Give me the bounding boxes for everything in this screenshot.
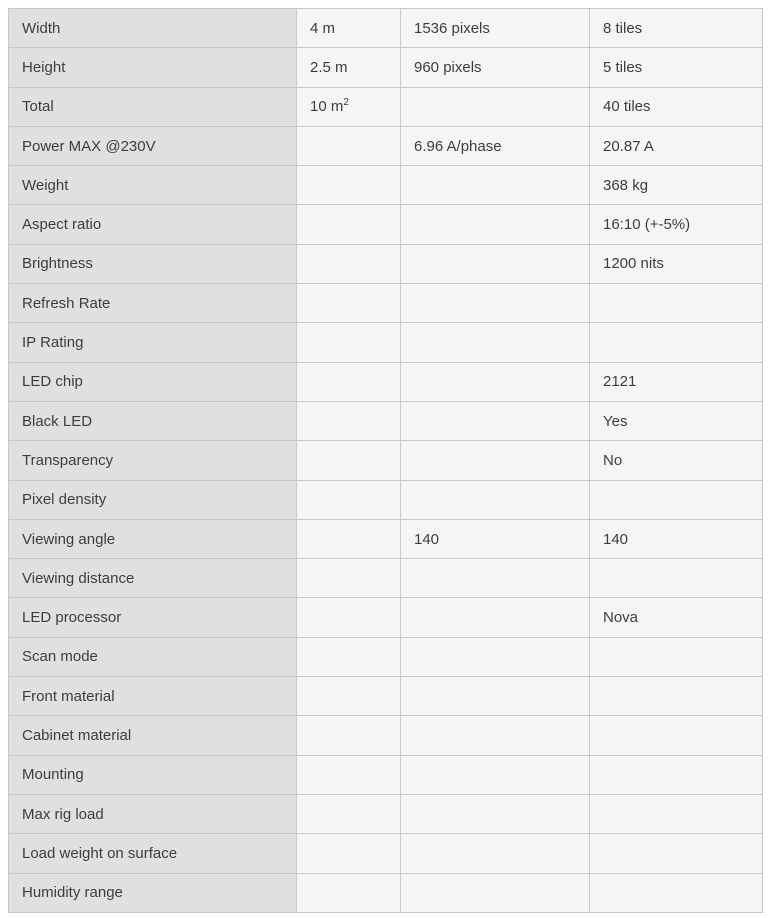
spec-label: Aspect ratio <box>9 205 297 244</box>
spec-value <box>401 480 590 519</box>
spec-value: 140 <box>401 519 590 558</box>
spec-label: Load weight on surface <box>9 834 297 873</box>
spec-value <box>590 716 763 755</box>
spec-value <box>401 401 590 440</box>
spec-value <box>401 873 590 912</box>
spec-value: Nova <box>590 598 763 637</box>
spec-value <box>590 480 763 519</box>
table-row <box>9 126 763 165</box>
spec-label: Width <box>9 9 297 48</box>
spec-value <box>297 323 401 362</box>
spec-value <box>297 362 401 401</box>
spec-value <box>297 677 401 716</box>
spec-value <box>590 284 763 323</box>
spec-value <box>590 755 763 794</box>
spec-value <box>297 873 401 912</box>
spec-value: 6.96 A/phase <box>401 126 590 165</box>
spec-value <box>297 284 401 323</box>
spec-value <box>401 441 590 480</box>
spec-value <box>401 362 590 401</box>
table-row <box>9 401 763 440</box>
table-row <box>9 559 763 598</box>
table-row <box>9 755 763 794</box>
superscript: 2 <box>343 97 349 109</box>
table-row <box>9 244 763 283</box>
spec-value: 1200 nits <box>590 244 763 283</box>
spec-value: Yes <box>590 401 763 440</box>
spec-label: Total <box>9 87 297 126</box>
spec-value <box>297 834 401 873</box>
table-row <box>9 480 763 519</box>
table-row <box>9 637 763 676</box>
spec-value <box>297 519 401 558</box>
spec-value <box>401 284 590 323</box>
spec-label: Front material <box>9 677 297 716</box>
table-row <box>9 205 763 244</box>
table-row <box>9 362 763 401</box>
spec-value <box>401 755 590 794</box>
spec-value <box>401 205 590 244</box>
table-row <box>9 873 763 912</box>
spec-value <box>590 559 763 598</box>
spec-value <box>590 637 763 676</box>
spec-value <box>297 598 401 637</box>
spec-label: Height <box>9 48 297 87</box>
spec-label: Max rig load <box>9 794 297 833</box>
spec-label: Black LED <box>9 401 297 440</box>
spec-value <box>401 323 590 362</box>
spec-label: Viewing distance <box>9 559 297 598</box>
spec-label: Power MAX @230V <box>9 126 297 165</box>
spec-value <box>297 401 401 440</box>
spec-value <box>401 794 590 833</box>
table-row <box>9 834 763 873</box>
spec-value <box>401 244 590 283</box>
spec-value <box>297 166 401 205</box>
spec-value: 1536 pixels <box>401 9 590 48</box>
spec-value <box>297 480 401 519</box>
spec-value <box>590 323 763 362</box>
spec-value <box>590 834 763 873</box>
table-row <box>9 677 763 716</box>
spec-value <box>297 755 401 794</box>
spec-value <box>401 637 590 676</box>
table-row <box>9 166 763 205</box>
spec-table <box>8 8 763 913</box>
spec-value: 40 tiles <box>590 87 763 126</box>
spec-value <box>590 677 763 716</box>
spec-value <box>297 244 401 283</box>
spec-label: Weight <box>9 166 297 205</box>
spec-value <box>401 598 590 637</box>
spec-label: Brightness <box>9 244 297 283</box>
spec-value <box>297 205 401 244</box>
table-row <box>9 87 763 126</box>
spec-value <box>297 126 401 165</box>
spec-label: Viewing angle <box>9 519 297 558</box>
spec-value: No <box>590 441 763 480</box>
table-row <box>9 48 763 87</box>
table-row <box>9 794 763 833</box>
spec-value: 4 m <box>297 9 401 48</box>
spec-value <box>401 559 590 598</box>
spec-value: 140 <box>590 519 763 558</box>
table-row <box>9 9 763 48</box>
spec-value: 960 pixels <box>401 48 590 87</box>
spec-value: 5 tiles <box>590 48 763 87</box>
spec-value <box>401 166 590 205</box>
spec-label: Mounting <box>9 755 297 794</box>
spec-label: IP Rating <box>9 323 297 362</box>
table-row <box>9 716 763 755</box>
spec-value: 20.87 A <box>590 126 763 165</box>
spec-value <box>401 87 590 126</box>
spec-label: Humidity range <box>9 873 297 912</box>
table-row <box>9 323 763 362</box>
spec-value <box>401 834 590 873</box>
spec-value <box>590 873 763 912</box>
spec-value <box>297 716 401 755</box>
spec-value <box>590 794 763 833</box>
table-row <box>9 284 763 323</box>
table-row <box>9 441 763 480</box>
spec-value <box>297 637 401 676</box>
spec-value <box>297 441 401 480</box>
table-row <box>9 519 763 558</box>
spec-value: 368 kg <box>590 166 763 205</box>
spec-label: Transparency <box>9 441 297 480</box>
spec-label: LED processor <box>9 598 297 637</box>
spec-label: Pixel density <box>9 480 297 519</box>
spec-value: 2121 <box>590 362 763 401</box>
spec-label: Scan mode <box>9 637 297 676</box>
spec-table-body <box>9 9 763 913</box>
spec-value: 2.5 m <box>297 48 401 87</box>
spec-value <box>297 559 401 598</box>
spec-value: 10 $m^2$ <box>297 87 401 126</box>
spec-value: 8 tiles <box>590 9 763 48</box>
spec-label: LED chip <box>9 362 297 401</box>
spec-label: Cabinet material <box>9 716 297 755</box>
table-row <box>9 598 763 637</box>
spec-value <box>401 716 590 755</box>
spec-value <box>297 794 401 833</box>
spec-value <box>401 677 590 716</box>
spec-label: Refresh Rate <box>9 284 297 323</box>
spec-value: 16:10 (+-5%) <box>590 205 763 244</box>
